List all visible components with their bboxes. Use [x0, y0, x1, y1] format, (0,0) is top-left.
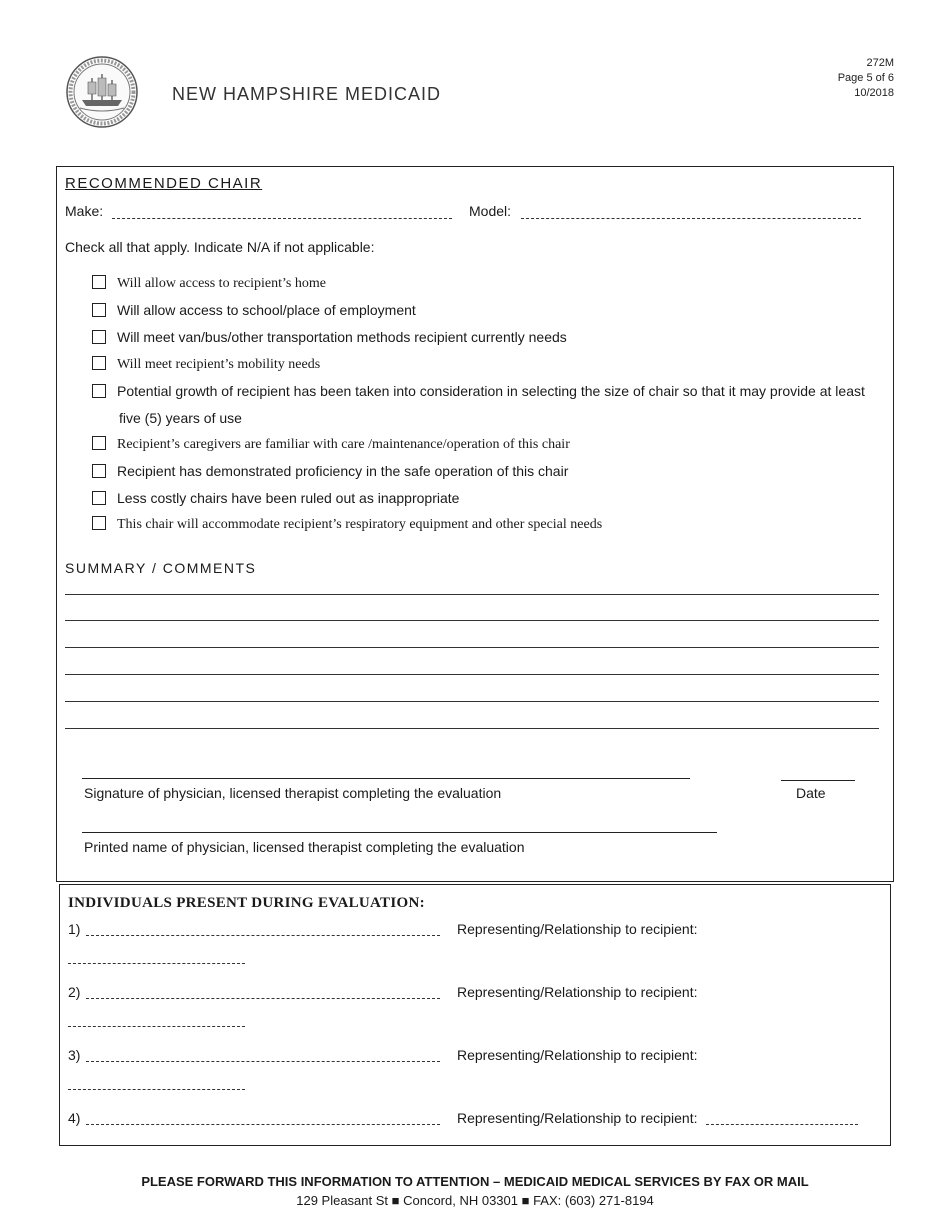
make-field[interactable]: [112, 218, 452, 219]
form-meta: [838, 56, 894, 101]
relationship-field[interactable]: [68, 1089, 245, 1090]
printed-name-field[interactable]: [82, 832, 717, 833]
model-label: Model:: [469, 203, 512, 219]
check-item[interactable]: Potential growth of recipient has been taken into consideration in selecting the size of chair so that it may provide at least: [92, 383, 865, 399]
checkbox[interactable]: [92, 436, 106, 450]
date-field[interactable]: [781, 780, 855, 781]
comment-line[interactable]: [65, 647, 879, 648]
comment-line[interactable]: [65, 701, 879, 702]
checkbox[interactable]: [92, 275, 106, 289]
check-item[interactable]: Recipient has demonstrated proficiency in the safe operation of this chair: [92, 463, 568, 479]
comment-line[interactable]: [65, 594, 879, 595]
check-item[interactable]: Will allow access to school/place of employment: [92, 302, 416, 318]
comment-line[interactable]: [65, 620, 879, 621]
individual-number: 1): [68, 921, 81, 937]
individual-name-field[interactable]: [86, 998, 440, 999]
checkbox[interactable]: [92, 330, 106, 344]
signature-field[interactable]: [82, 778, 690, 779]
footer-address: 129 Pleasant St ■ Concord, NH 03301 ■ FAX: (603) 271-8194: [296, 1193, 654, 1208]
check-item[interactable]: Recipient’s caregivers are familiar with care /maintenance/operation of this chair: [92, 436, 570, 453]
relationship-label: Representing/Relationship to recipient:: [457, 921, 698, 937]
relationship-label: Representing/Relationship to recipient:: [457, 1110, 698, 1126]
checkbox[interactable]: [92, 464, 106, 478]
revision-date: 10/2018: [854, 87, 894, 99]
individual-number: 2): [68, 984, 81, 1000]
recommended-chair-title: RECOMMENDED CHAIR: [65, 175, 263, 192]
printed-name-label: Printed name of physician, licensed therapist completing the evaluation: [84, 839, 525, 855]
relationship-label: Representing/Relationship to recipient:: [457, 984, 698, 1000]
relationship-field[interactable]: [68, 963, 245, 964]
signature-label: Signature of physician, licensed therapist completing the evaluation: [84, 785, 502, 801]
individual-name-field[interactable]: [86, 935, 440, 936]
summary-title: SUMMARY / COMMENTS: [65, 560, 257, 576]
checkbox[interactable]: [92, 491, 106, 505]
state-seal-icon: [66, 56, 138, 128]
individuals-title: INDIVIDUALS PRESENT DURING EVALUATION:: [68, 895, 425, 911]
check-item[interactable]: Less costly chairs have been ruled out as inappropriate: [92, 490, 459, 506]
individual-number: 4): [68, 1110, 81, 1126]
relationship-field[interactable]: [68, 1026, 245, 1027]
checkbox[interactable]: [92, 303, 106, 317]
check-instruction: Check all that apply. Indicate N/A if not applicable:: [65, 239, 375, 255]
individual-name-field[interactable]: [86, 1061, 440, 1062]
model-field[interactable]: [521, 218, 861, 219]
check-item-continuation: five (5) years of use: [119, 410, 242, 426]
check-item[interactable]: Will meet van/bus/other transportation methods recipient currently needs: [92, 329, 567, 345]
relationship-field[interactable]: [706, 1124, 858, 1125]
check-item[interactable]: This chair will accommodate recipient’s respiratory equipment and other special needs: [92, 516, 602, 533]
check-item[interactable]: Will allow access to recipient’s home: [92, 275, 326, 292]
checkbox[interactable]: [92, 384, 106, 398]
relationship-label: Representing/Relationship to recipient:: [457, 1047, 698, 1063]
check-item[interactable]: Will meet recipient’s mobility needs: [92, 356, 320, 373]
form-number: 272M: [866, 57, 894, 69]
comment-line[interactable]: [65, 728, 879, 729]
comment-line[interactable]: [65, 674, 879, 675]
make-label: Make:: [65, 203, 104, 219]
agency-title: NEW HAMPSHIRE MEDICAID: [172, 84, 442, 104]
date-label: Date: [796, 785, 826, 801]
individual-name-field[interactable]: [86, 1124, 440, 1125]
individual-number: 3): [68, 1047, 81, 1063]
page-number: Page 5 of 6: [837, 72, 894, 84]
checkbox[interactable]: [92, 356, 106, 370]
checkbox[interactable]: [92, 516, 106, 530]
footer-instruction: PLEASE FORWARD THIS INFORMATION TO ATTENTION – MEDICAID MEDICAL SERVICES BY FAX OR MAIL: [141, 1174, 809, 1189]
